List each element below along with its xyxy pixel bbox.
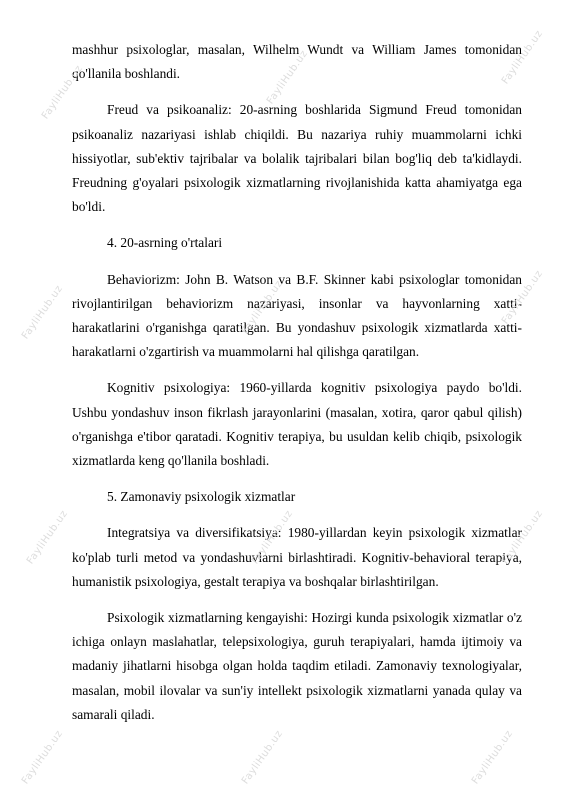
watermark-text: FayliHub.uz (240, 728, 286, 787)
paragraph-expansion: Psixologik xizmatlarning kengayishi: Hozirgi kunda psixologik xizmatlar o'z ichiga onlayn maslahatlar, telepsixologiya, guruh terapiyalari, hamda ijtimoiy va madaniy jihatlarni hisobga olgan holda taqdim etiladi. Zamonaviy texnologiyalar, masalan, mobil ilovalar va sun'iy intellekt psixologik xizmatlarni yanada qulay va samarali qiladi. (72, 610, 522, 722)
watermark-text: FayliHub.uz (500, 268, 546, 327)
watermark-text: FayliHub.uz (250, 508, 296, 567)
watermark-text: FayliHub.uz (40, 63, 86, 122)
paragraph-integration: Integratsiya va diversifikatsiya: 1980-yillardan keyin psixologik xizmatlar ko'plab turli metod va yondashuvlarni birlashtiradi. Kognitiv-behavioral terapiya, humanistik psixologiya, gestalt terapiya va boshqalar birlashtirilgan. (72, 525, 522, 589)
paragraph-behaviorism: Behaviorizm: John B. Watson va B.F. Skinner kabi psixologlar tomonidan rivojlantirilgan behaviorizm nazariyasi, insonlar va hayvonlarning xatti-harakatlarini o'rganishga qaratilgan. Bu yondashuv psixologik xizmatlarda xatti-harakatlarni o'zgartirish va muammolarni hal qilishga qaratilgan. (72, 271, 522, 360)
watermark-text: FayliHub.uz (500, 508, 546, 567)
watermark-text: FayliHub.uz (20, 728, 66, 787)
paragraph-cognitive-psychology: Kognitiv psixologiya: 1960-yillarda kognitiv psixologiya paydo bo'ldi. Ushbu yondashuv inson fikrlash jarayonlarini (masalan, xotira, qaror qabul qilish) o'rganishga e'tibor qaratadi. Kognitiv terapiya, bu usuldan kelib chiqib, psixologik xizmatlarda keng qo'llanila boshladi. (72, 380, 522, 469)
document-page (72, 38, 522, 739)
watermark-text: FayliHub.uz (470, 728, 516, 787)
paragraph-freud-psychoanalysis: Freud va psikoanaliz: 20-asrning boshlarida Sigmund Freud tomonidan psikoanaliz nazariyasi ishlab chiqildi. Bu nazariya ruhiy muammolarni ichki hissiyotlar, sub'ektiv tajribalar va bolalik tajribalari bilan bog'liq deb ta'kidlaydi. Freudning g'oyalari psixologik xizmatlarning rivojlanishida katta ahamiyatga ega bo'ldi. (72, 102, 522, 215)
watermark-text: FayliHub.uz (20, 283, 66, 342)
watermark-text: FayliHub.uz (265, 48, 311, 107)
watermark-text: FayliHub.uz (25, 508, 71, 567)
watermark-text: FayliHub.uz (500, 28, 546, 87)
watermark-text: FayliHub.uz (240, 278, 286, 337)
section-heading-5: 5. Zamonaviy psixologik xizmatlar (107, 489, 296, 505)
paragraph-continuation: mashhur psixologlar, masalan, Wilhelm Wundt va William James tomonidan qo'llanila boshlandi. (72, 42, 522, 82)
section-heading-4: 4. 20-asrning o'rtalari (107, 235, 223, 251)
